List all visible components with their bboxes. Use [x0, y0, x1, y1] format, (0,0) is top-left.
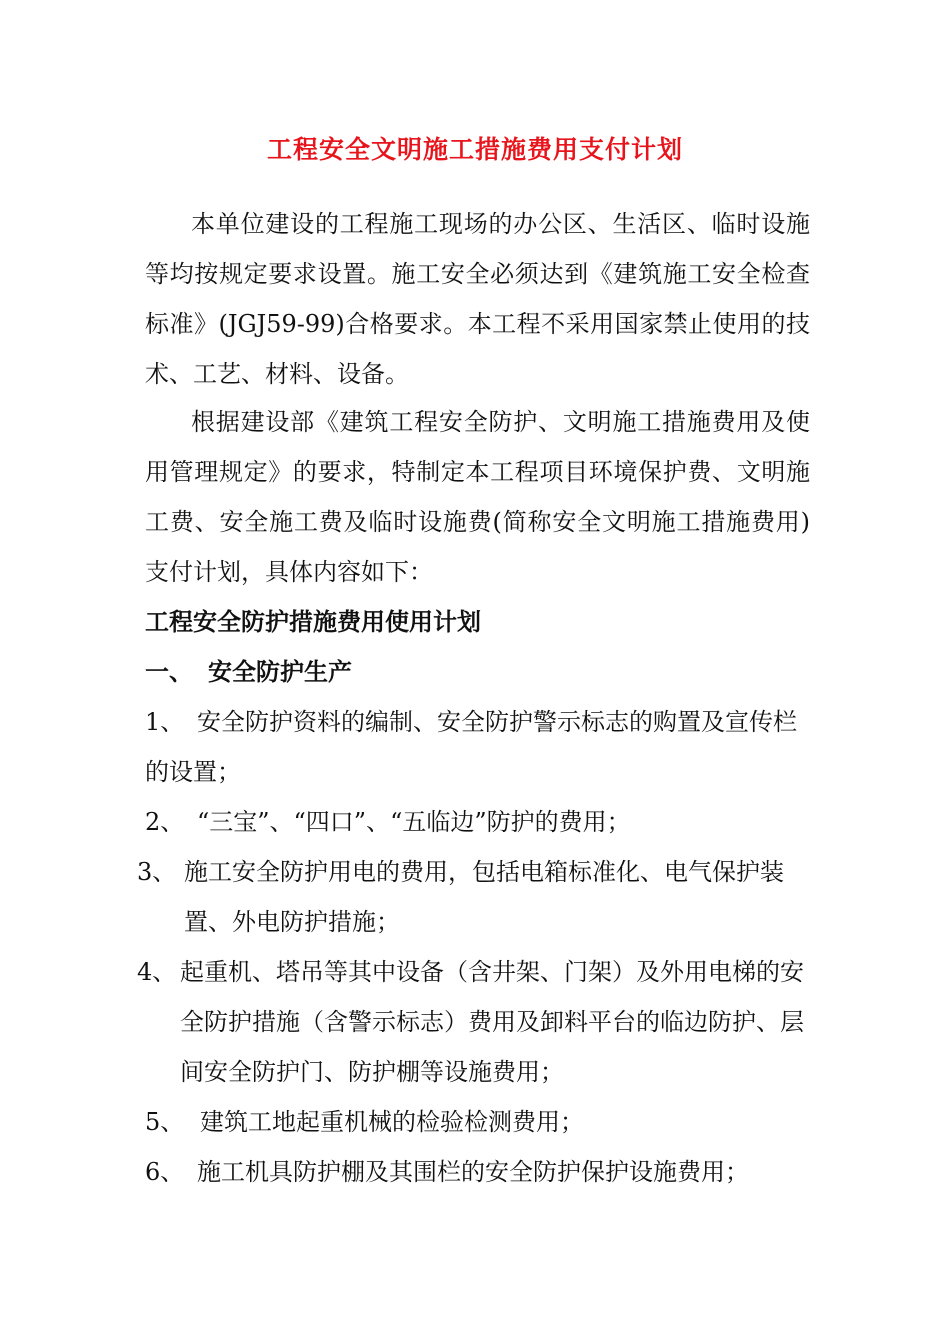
- list-item: [145, 797, 810, 847]
- list-item-number: 6、: [145, 1158, 185, 1186]
- list-item-text: 施工安全防护用电的费用，包括电箱标准化、电气保护装置、外电防护措施；: [184, 858, 784, 936]
- subsection-number: 一、: [145, 658, 193, 686]
- subsection-heading: [145, 647, 352, 697]
- list-item-number: 4、: [137, 958, 177, 986]
- document-title: 工程安全文明施工措施费用支付计划: [266, 135, 683, 164]
- list-item-text: 建筑工地起重机械的检验检测费用；: [200, 1108, 584, 1136]
- list-item-text: 起重机、塔吊等其中设备（含井架、门架）及外用电梯的安全防护措施（含警示标志）费用及卸料平台的临边防护、层间安全防护门、防护棚等设施费用；: [180, 958, 804, 1086]
- list-item-number: 3、: [137, 858, 177, 886]
- list-item-number: 2、: [145, 808, 185, 836]
- list-item-text: 安全防护资料的编制、安全防护警示标志的购置及宣传栏的设置；: [145, 708, 797, 786]
- list-item: [145, 1097, 810, 1147]
- list-item-text: 施工机具防护棚及其围栏的安全防护保护设施费用；: [197, 1158, 749, 1186]
- list-item: [145, 1147, 810, 1197]
- list-item: [137, 947, 810, 1097]
- intro-paragraph: 本单位建设的工程施工现场的办公区、生活区、临时设施等均按规定要求设置。施工安全必须达到《建筑施工安全检查标准》(JGJ59-99)合格要求。本工程不采用国家禁止使用的技术、工艺、材料、设备。: [145, 210, 810, 388]
- list-item: [137, 847, 810, 947]
- list-item-number: 5、: [145, 1108, 185, 1136]
- list-item-text: “三宝”、“四口”、“五临边”防护的费用；: [197, 808, 631, 836]
- basis-paragraph: 根据建设部《建筑工程安全防护、文明施工措施费用及使用管理规定》的要求，特制定本工程项目环境保护费、文明施工费、安全施工费及临时设施费(简称安全文明施工措施费用)支付计划，具体内容如下：: [145, 408, 810, 586]
- list-item-number: 1、: [145, 708, 185, 736]
- subsection-title: 安全防护生产: [208, 658, 352, 686]
- section-heading: 工程安全防护措施费用使用计划: [145, 608, 481, 636]
- list-item: [145, 697, 810, 797]
